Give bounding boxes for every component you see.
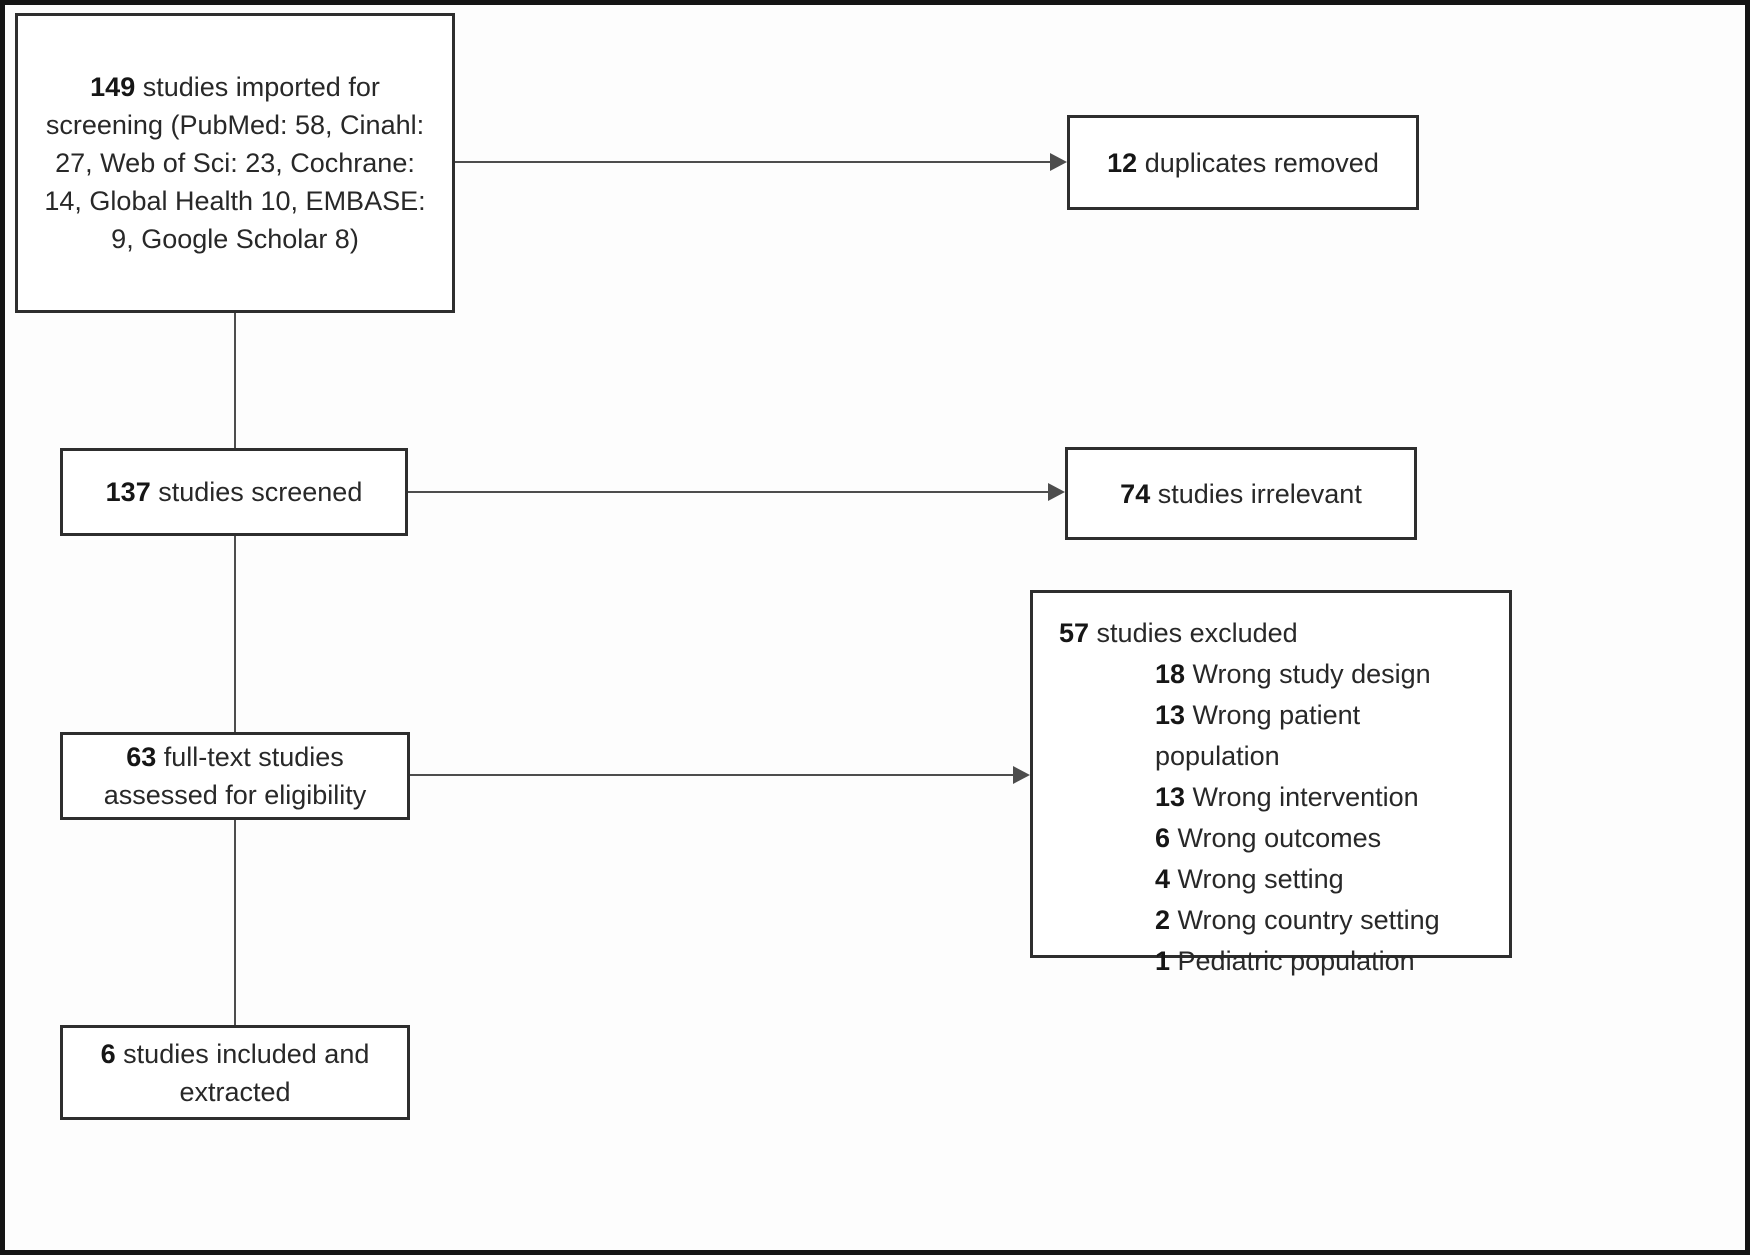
- box-studies-screened: [60, 448, 408, 536]
- screened-label: studies screened: [150, 477, 363, 507]
- imported-studies-text: [18, 68, 452, 258]
- exclusion-reason-wrong-patient-population: [1155, 695, 1483, 777]
- fulltext-count: 63: [126, 742, 157, 772]
- excluded-label: studies excluded: [1089, 618, 1298, 648]
- studies-included-text: [63, 1035, 407, 1111]
- reason-label: Wrong outcomes: [1170, 823, 1382, 853]
- exclusion-reason-wrong-intervention: [1155, 777, 1483, 818]
- duplicates-removed-text: [1089, 144, 1397, 182]
- reason-count: 2: [1155, 905, 1171, 935]
- arrowhead-irrelevant-icon: [1048, 483, 1065, 501]
- reason-label: Wrong setting: [1170, 864, 1344, 894]
- reason-count: 4: [1155, 864, 1171, 894]
- reason-count: 6: [1155, 823, 1171, 853]
- excluded-heading: [1059, 613, 1483, 654]
- arrowhead-excluded-icon: [1013, 766, 1030, 784]
- box-imported-studies: [15, 13, 455, 313]
- exclusion-reason-wrong-outcomes: [1155, 818, 1483, 859]
- box-studies-irrelevant: [1065, 447, 1417, 540]
- reason-label: Wrong country setting: [1170, 905, 1440, 935]
- reason-count: 13: [1155, 700, 1186, 730]
- included-count: 6: [100, 1038, 116, 1069]
- irrelevant-count: 74: [1120, 478, 1151, 509]
- excluded-content: [1033, 593, 1509, 1002]
- duplicates-label: duplicates removed: [1137, 147, 1379, 178]
- reason-label: Wrong patient population: [1155, 700, 1361, 771]
- arrowhead-duplicates-icon: [1050, 153, 1067, 171]
- screened-count: 137: [105, 477, 151, 507]
- box-duplicates-removed: [1067, 115, 1419, 210]
- box-fulltext-assessed: [60, 732, 410, 820]
- exclusion-reason-wrong-setting: [1155, 859, 1483, 900]
- box-studies-included: [60, 1025, 410, 1120]
- reason-count: 1: [1155, 946, 1171, 976]
- reason-label: Wrong study design: [1185, 659, 1431, 689]
- irrelevant-label: studies irrelevant: [1150, 478, 1362, 509]
- imported-label: studies imported for screening (PubMed: 58, Cinahl: 27, Web of Sci: 23, Cochrane: 14, Global Health 10, EMBASE: 9, Google Scholar 8): [44, 72, 426, 254]
- fulltext-label: full-text studies assessed for eligibility: [103, 742, 367, 810]
- included-label: studies included and extracted: [115, 1038, 370, 1107]
- duplicates-count: 12: [1107, 147, 1138, 178]
- exclusion-reason-wrong-study-design: [1155, 654, 1483, 695]
- reason-count: 13: [1155, 782, 1186, 812]
- excluded-count: 57: [1059, 618, 1090, 648]
- arrow-imported-to-duplicates: [455, 161, 1051, 163]
- connector-eligibility-to-included: [234, 820, 236, 1025]
- reason-label: Wrong intervention: [1185, 782, 1419, 812]
- connector-screened-to-eligibility: [234, 536, 236, 732]
- arrow-eligibility-to-excluded: [410, 774, 1014, 776]
- exclusion-reason-wrong-country-setting: [1155, 900, 1483, 941]
- connector-imported-to-screened: [234, 313, 236, 448]
- exclusion-reason-pediatric-population: [1155, 941, 1483, 982]
- studies-irrelevant-text: [1102, 475, 1380, 513]
- reason-label: Pediatric population: [1170, 946, 1415, 976]
- arrow-screened-to-irrelevant: [408, 491, 1049, 493]
- box-studies-excluded: [1030, 590, 1512, 976]
- studies-screened-text: [88, 473, 381, 511]
- imported-count: 149: [90, 72, 136, 102]
- reason-count: 18: [1155, 659, 1186, 689]
- fulltext-assessed-text: [63, 738, 407, 814]
